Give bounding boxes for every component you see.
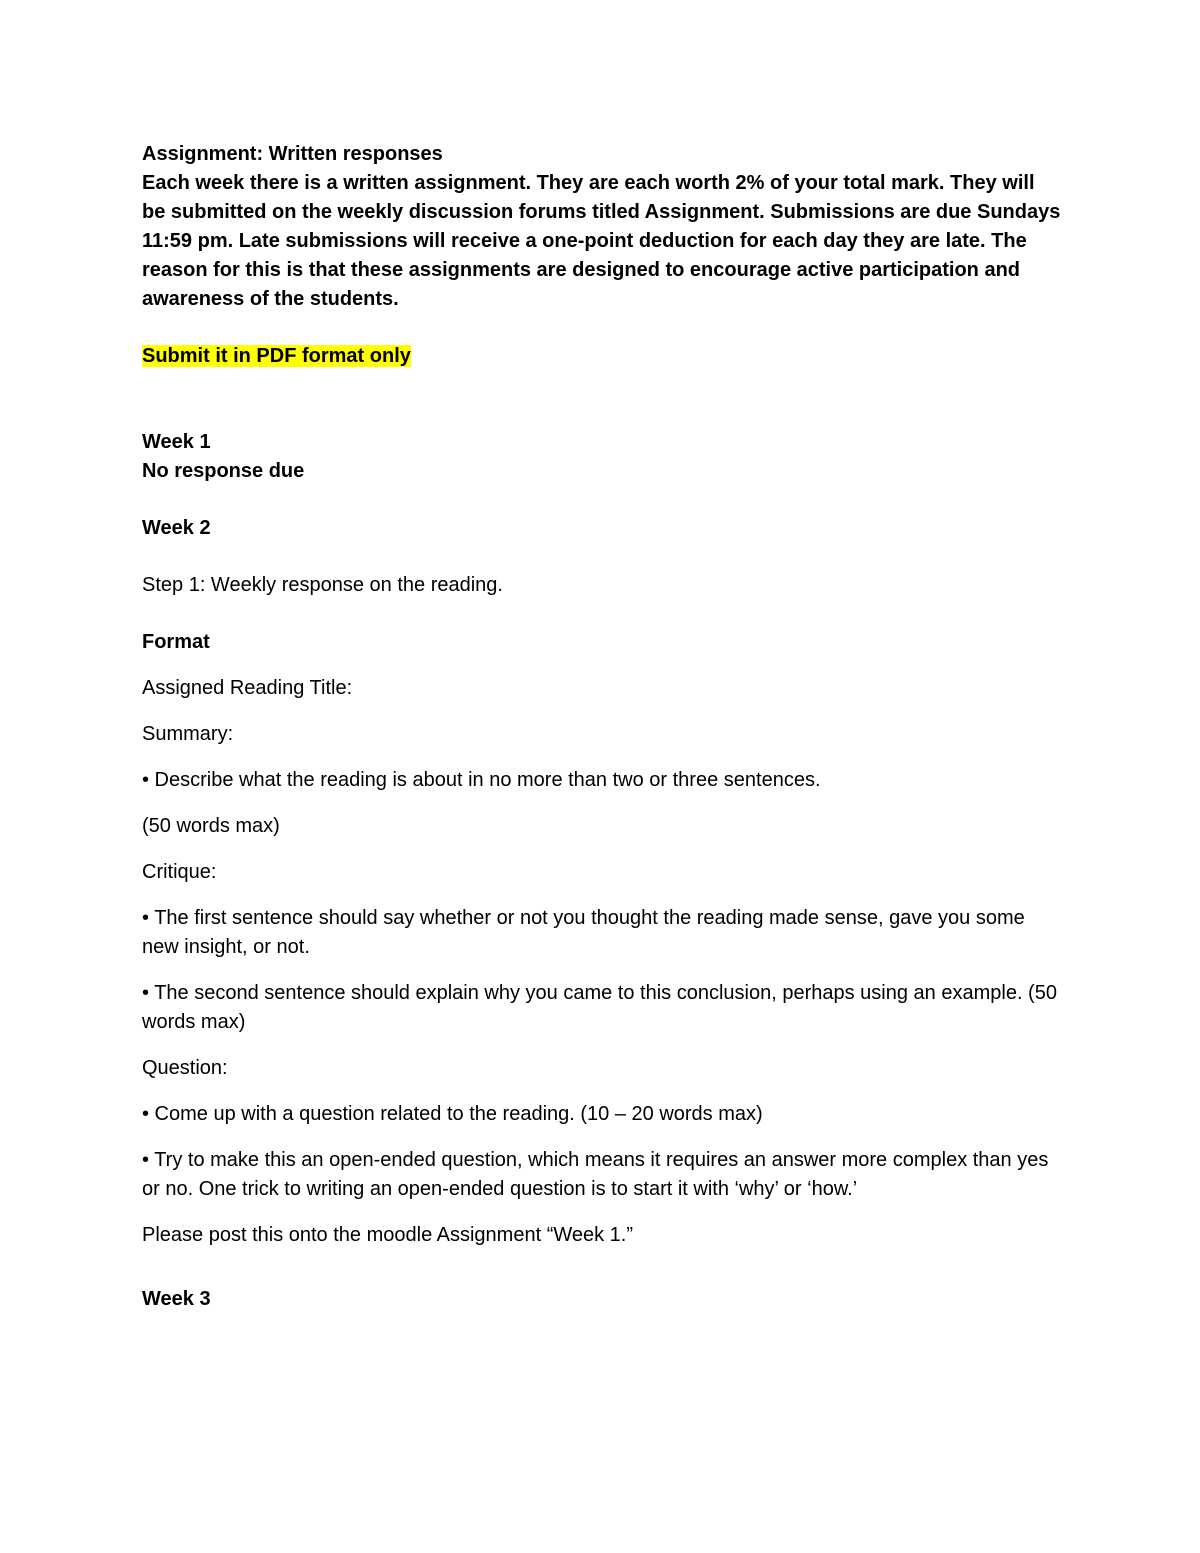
assignment-intro: Each week there is a written assignment. They are each worth 2% of your total mark. They will be submitted on the weekly discussion forums titled Assignment. Submissions are due Sundays 11:59 pm. Late submissions will receive a one-point deduction for each day they are late. The reason for this is that these assignments are designed to encourage active participation and awareness of the students. [142, 172, 1061, 310]
summary-label: Summary: [142, 723, 234, 745]
summary-limit: (50 words max) [142, 815, 280, 837]
critique-bullet-2: • The second sentence should explain why you came to this conclusion, perhaps using an example. (50 words max) [142, 982, 1057, 1033]
pdf-notice [142, 342, 1062, 371]
critique-label: Critique: [142, 861, 217, 883]
critique-bullet-1: • The first sentence should say whether or not you thought the reading made sense, gave you some new insight, or not. [142, 907, 1025, 958]
spacer [142, 543, 1062, 571]
spacer [142, 1267, 1062, 1285]
spacer [142, 314, 1062, 342]
reading-title-label: Assigned Reading Title: [142, 677, 353, 699]
week3-heading: Week 3 [142, 1288, 211, 1310]
week2-heading: Week 2 [142, 517, 211, 539]
post-instruction: Please post this onto the moodle Assignment “Week 1.” [142, 1224, 634, 1246]
week1-note: No response due [142, 460, 305, 482]
document-page [142, 140, 1062, 1314]
spacer [142, 371, 1062, 428]
format-heading: Format [142, 631, 210, 653]
week2-step: Step 1: Weekly response on the reading. [142, 574, 503, 596]
question-label: Question: [142, 1057, 228, 1079]
summary-bullet: • Describe what the reading is about in no more than two or three sentences. [142, 769, 821, 791]
pdf-notice-text: Submit it in PDF format only [142, 345, 411, 367]
spacer [142, 600, 1062, 628]
assignment-title: Assignment: Written responses [142, 143, 443, 165]
question-bullet-2: • Try to make this an open-ended question, which means it requires an answer more complex than yes or no. One trick to writing an open-ended question is to start it with ‘why’ or ‘how.’ [142, 1149, 1049, 1200]
question-bullet-1: • Come up with a question related to the reading. (10 – 20 words max) [142, 1103, 763, 1125]
week1-heading: Week 1 [142, 431, 211, 453]
spacer [142, 486, 1062, 514]
